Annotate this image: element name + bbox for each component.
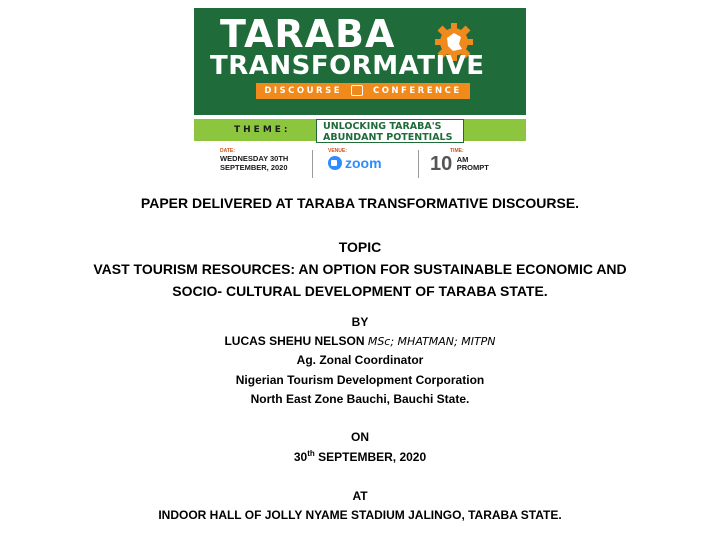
date-rest: SEPTEMBER, 2020 xyxy=(314,450,427,464)
banner-header xyxy=(194,8,526,115)
podium-icon xyxy=(351,85,363,96)
time-label: TIME: xyxy=(450,148,464,154)
time-number: 10 xyxy=(430,153,453,175)
time-am: AM xyxy=(456,155,469,164)
time-block xyxy=(430,148,510,180)
author-role: Ag. Zonal Coordinator xyxy=(296,353,424,367)
paper-heading: PAPER DELIVERED AT TARABA TRANSFORMATIVE DISCOURSE. xyxy=(140,195,580,211)
venue-value: zoom xyxy=(345,154,382,171)
date-day: 30 xyxy=(293,450,308,464)
time-prompt: PROMPT xyxy=(456,163,489,172)
conference-bar xyxy=(256,83,470,99)
zone: North East Zone Bauchi, Bauchi State. xyxy=(250,392,470,406)
banner-title-taraba: TARABA xyxy=(220,12,396,56)
on-label: ON xyxy=(351,430,369,444)
date-line-2: SEPTEMBER, 2020 xyxy=(220,163,288,172)
zoom-camera-icon xyxy=(328,156,342,170)
date-suffix: th xyxy=(307,449,315,458)
venue-block xyxy=(328,148,408,180)
banner-title-transformative: TRANSFORMATIVE xyxy=(210,51,485,81)
time-detail xyxy=(457,156,489,172)
conference-left-label: DISCOURSE xyxy=(264,86,343,96)
date-block xyxy=(220,148,306,180)
author-credentials: MSc; MHATMAN; MITPN xyxy=(367,335,496,348)
author-name: LUCAS SHEHU NELSON xyxy=(224,334,365,348)
theme-box xyxy=(316,119,464,143)
event-info-row xyxy=(194,148,526,180)
author-line xyxy=(0,333,720,350)
at-label: AT xyxy=(352,489,368,503)
theme-line-1: UNLOCKING TARABA'S xyxy=(323,121,442,132)
theme-label: THEME: xyxy=(234,125,291,135)
topic-line-1: VAST TOURISM RESOURCES: AN OPTION FOR SUSTAINABLE ECONOMIC AND xyxy=(93,261,627,277)
topic-label: TOPIC xyxy=(338,239,382,255)
venue-label: VENUE: xyxy=(328,148,347,154)
conference-right-label: CONFERENCE xyxy=(372,86,462,96)
organization: Nigerian Tourism Development Corporation xyxy=(235,373,485,387)
presentation-date xyxy=(0,449,720,465)
theme-line-2: ABUNDANT POTENTIALS xyxy=(323,132,453,143)
date-label: DATE: xyxy=(220,148,235,154)
topic-line-2: SOCIO- CULTURAL DEVELOPMENT OF TARABA STATE. xyxy=(172,283,548,299)
conference-banner xyxy=(194,8,526,180)
by-label: BY xyxy=(351,315,369,329)
date-line-1: WEDNESDAY 30TH xyxy=(220,154,289,163)
venue-line: INDOOR HALL OF JOLLY NYAME STADIUM JALINGO, TARABA STATE. xyxy=(158,508,562,522)
theme-strip xyxy=(194,119,526,141)
info-divider xyxy=(312,150,313,178)
info-divider xyxy=(418,150,419,178)
